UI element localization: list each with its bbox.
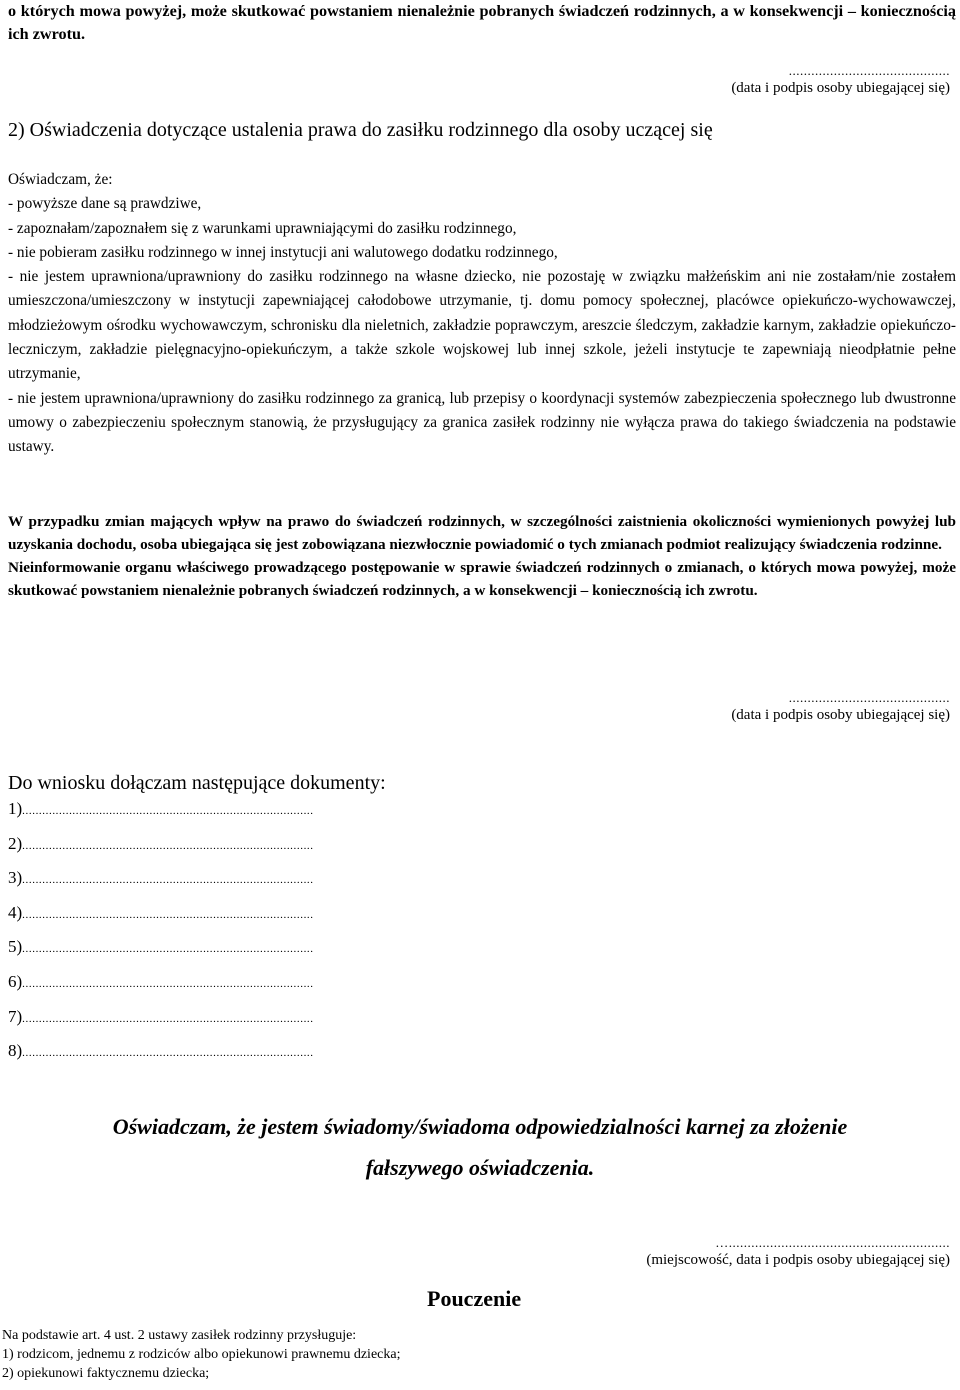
signature-caption: (miejscowość, data i podpis osoby ubiegającej się) xyxy=(646,1252,950,1268)
document-fill-line: ....................................................................................... xyxy=(22,874,314,887)
criminal-liability-line-1: Oświadczam, że jestem świadomy/świadoma odpowiedzialności karnej za złożenie xyxy=(112,1114,848,1139)
change-notice-paragraph: Nieinformowanie organu właściwego prowadzącego postępowanie w sprawie świadczeń rodzinnych o zmianach, o których mowa powyżej, może skutkować powstaniem nienależnie pobranych świadczeń rodzinnych, a w konsekwencji – koniecznością ich zwrotu. xyxy=(8,559,956,599)
document-fill-line: ....................................................................................... xyxy=(22,908,314,921)
document-fill-line: ....................................................................................... xyxy=(22,805,314,817)
document-entry[interactable] xyxy=(8,901,956,936)
legal-basis-line: Na podstawie art. 4 ust. 2 ustawy zasiłek rodzinny przysługuje: xyxy=(2,1328,357,1343)
document-number: 8) xyxy=(8,1041,23,1061)
declaration-item: - zapoznałam/zapoznałem się z warunkami uprawniającymi do zasiłku rodzinnego, xyxy=(8,219,517,237)
document-fill-line: ....................................................................................... xyxy=(22,977,314,990)
document-entry[interactable] xyxy=(8,832,956,867)
declaration-list xyxy=(8,168,956,460)
signature-block-2 xyxy=(731,691,950,725)
documents-heading: Do wniosku dołączam następujące dokumenty: xyxy=(8,772,386,794)
change-notice-paragraph: W przypadku zmian mających wpływ na prawo do świadczeń rodzinnych, w szczególności zaistnienia okoliczności wymienionych powyżej lub uzyskania dochodu, osoba ubiegająca się jest zobowiązana niezwłocznie powiadomić o tych zmianach podmiot realizujący świadczenia rodzinne. xyxy=(8,513,956,553)
declaration-item: - nie jestem uprawniona/uprawniony do zasiłku rodzinnego na własne dziecko, nie pozostaję w związku małżeńskim ani nie zostałam/nie zostałem umieszczona/umieszczony w instytucji zapewniającej całodobowe utrzymanie, tj. domu pomocy społecznej, placówce opiekuńczo-wychowawczej, młodzieżowym ośrodku wychowawczym, schronisku dla nieletnich, zakładzie poprawczym, areszcie śledczym, zakładzie karnym, zakładzie opiekuńczo-leczniczym, zakładzie pielęgnacyjno-opiekuńczym, a także szkole wojskowej lub innej szkole, jeżeli instytucje te zapewniają nieodpłatnie pełne utrzymanie, xyxy=(8,268,956,383)
document-entry[interactable] xyxy=(8,970,956,1005)
declaration-item: - nie jestem uprawniona/uprawniony do zasiłku rodzinnego za granicą, lub przepisy o koordynacji systemów zabezpieczenia społecznego lub dwustronne umowy o zabezpieczeniu społecznym stanowią, że przysługujący za granica zasiłek rodzinny nie wyłącza prawa do takiego świadczenia na podstawie ustawy. xyxy=(8,389,956,456)
top-warning-text: o których mowa powyżej, może skutkować powstaniem nienależnie pobranych świadczeń rodzinnych, a w konsekwencji – koniecznością ich zwrotu. xyxy=(8,2,956,43)
criminal-liability-statement xyxy=(0,1106,960,1188)
signature-dots: …........................................................... xyxy=(715,1235,950,1250)
pouczenie-text xyxy=(2,1326,400,1383)
document-entry[interactable] xyxy=(8,935,956,970)
pouczenie-heading: Pouczenie xyxy=(427,1286,522,1311)
document-fill-line: ....................................................................................... xyxy=(22,1047,314,1060)
signature-caption: (data i podpis osoby ubiegającej się) xyxy=(731,707,950,723)
declaration-item: - powyższe dane są prawdziwe, xyxy=(8,195,202,213)
change-notice xyxy=(8,510,956,602)
document-number: 3) xyxy=(8,868,23,888)
signature-block-1 xyxy=(731,64,950,98)
signature-block-3 xyxy=(646,1236,950,1270)
document-number: 5) xyxy=(8,937,23,957)
declaration-intro: Oświadczam, że: xyxy=(8,171,113,188)
criminal-liability-line-2: fałszywego oświadczenia. xyxy=(365,1155,595,1180)
attached-documents xyxy=(8,770,956,1074)
document-number: 7) xyxy=(8,1006,23,1026)
document-entry[interactable] xyxy=(8,1005,956,1040)
document-number: 6) xyxy=(8,971,23,991)
document-number: 2) xyxy=(8,833,23,853)
document-number: 1) xyxy=(8,799,23,818)
document-entry[interactable] xyxy=(8,797,956,832)
declaration-item: - nie pobieram zasiłku rodzinnego w innej instytucji ani walutowego dodatku rodzinnego, xyxy=(8,243,558,261)
section-2-title: 2) Oświadczenia dotyczące ustalenia prawa do zasiłku rodzinnego dla osoby uczącej się xyxy=(8,119,713,141)
document-fill-line: ....................................................................................... xyxy=(22,1012,314,1025)
eligible-party-item: 2) opiekunowi faktycznemu dziecka; xyxy=(2,1366,210,1381)
signature-dots: ........................................... xyxy=(788,690,950,705)
document-fill-line: ....................................................................................... xyxy=(22,839,314,852)
document-entry[interactable] xyxy=(8,866,956,901)
eligible-party-item: 1) rodzicom, jednemu z rodziców albo opiekunowi prawnemu dziecka; xyxy=(2,1347,401,1362)
signature-dots: ........................................... xyxy=(788,63,950,78)
document-number: 4) xyxy=(8,902,23,922)
document-entry[interactable] xyxy=(8,1039,956,1074)
signature-caption: (data i podpis osoby ubiegającej się) xyxy=(731,80,950,96)
document-fill-line: ....................................................................................... xyxy=(22,943,314,956)
